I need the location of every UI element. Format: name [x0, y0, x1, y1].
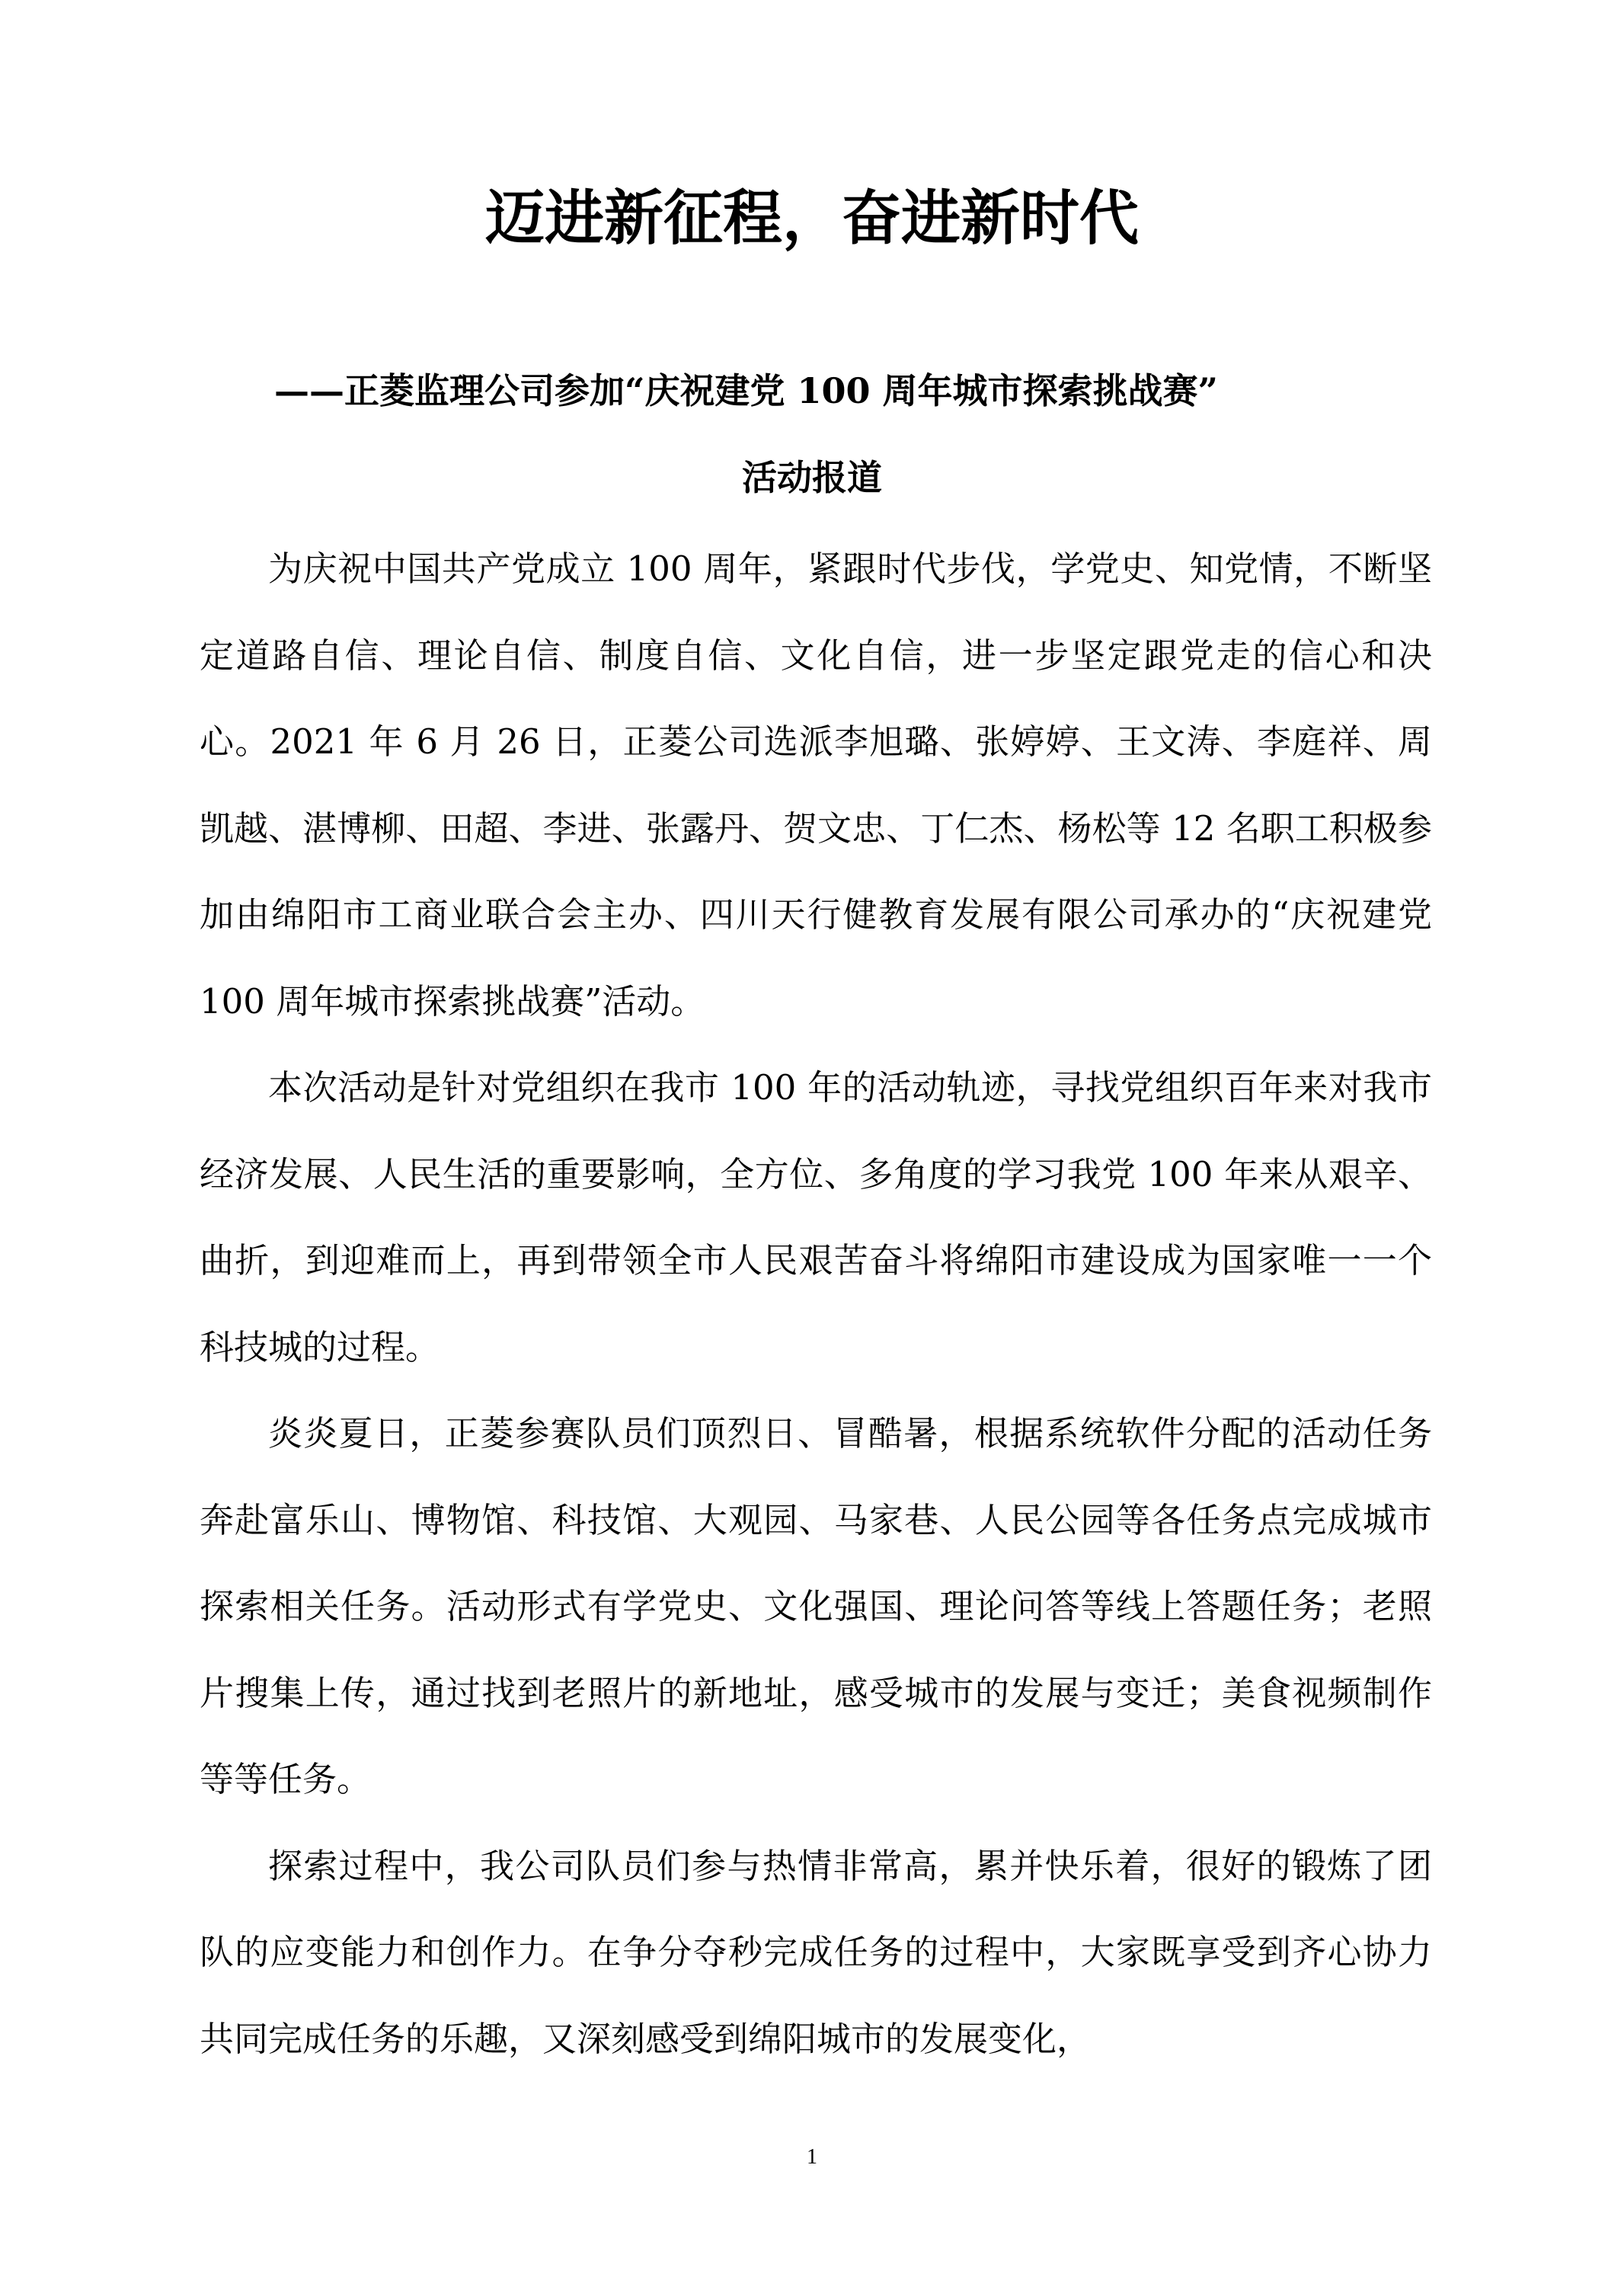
subtitle-line-2: 活动报道	[742, 457, 882, 498]
page-title: 迈进新征程，奋进新时代	[484, 184, 1139, 253]
paragraph: 炎炎夏日，正菱参赛队员们顶烈日、冒酷暑，根据系统软件分配的活动任务奔赴富乐山、博物馆、科技馆、大观园、马家巷、人民公园等各任务点完成城市探索相关任务。活动形式有学党史、文化强国、理论问答等线上答题任务；老照片搜集上传，通过找到老照片的新地址，感受城市的发展与变迁；美食视频制作等等任务。	[200, 1413, 1432, 1799]
subtitle-line-1: ——正菱监理公司参加“庆祝建党 100 周年城市探索挑战赛”	[274, 370, 1218, 411]
article-body	[200, 526, 1432, 2082]
paragraph: 为庆祝中国共产党成立 100 周年，紧跟时代步伐，学党史、知党情，不断坚定道路自信、理论自信、制度自信、文化自信，进一步坚定跟党走的信心和决心。2021 年 6 月 26 日，正菱公司选派李旭璐、张婷婷、王文涛、李庭祥、周凯越、湛博柳、田超、李进、张露丹、贺文忠、丁仁杰、杨松等 12 名职工积极参加由绵阳市工商业联合会主办、四川天行健教育发展有限公司承办的“庆祝建党 100 周年城市探索挑战赛”活动。	[200, 548, 1432, 1022]
page-number: 1	[807, 2145, 817, 2169]
paragraph: 本次活动是针对党组织在我市 100 年的活动轨迹，寻找党组织百年来对我市经济发展、人民生活的重要影响，全方位、多角度的学习我党 100 年来从艰辛、曲折，到迎难而上，再到带领全市人民艰苦奋斗将绵阳市建设成为国家唯一一个科技城的过程。	[200, 1067, 1432, 1367]
paragraph: 探索过程中，我公司队员们参与热情非常高，累并快乐着，很好的锻炼了团队的应变能力和创作力。在争分夺秒完成任务的过程中，大家既享受到齐心协力共同完成任务的乐趣，又深刻感受到绵阳城市的发展变化，	[200, 1845, 1432, 2059]
